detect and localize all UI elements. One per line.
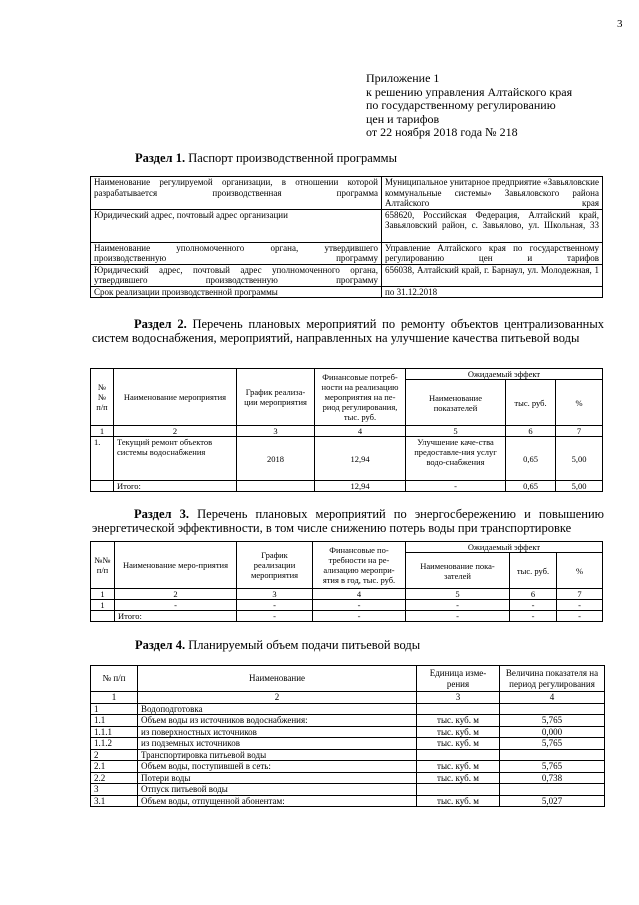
cell-name: Потери воды [138, 772, 417, 784]
col-number: 7 [557, 589, 603, 600]
cell-value: 5,765 [500, 715, 605, 727]
section1-heading [135, 151, 397, 165]
header-effect: Ожидаемый эффект [406, 542, 603, 553]
header-num: № п/п [91, 666, 138, 692]
header-name: Наименование мероприятия [114, 369, 237, 426]
section2-heading [92, 317, 604, 345]
table-row [91, 738, 605, 750]
cell-num: 3.1 [91, 795, 138, 807]
table-row [91, 264, 603, 286]
table-row [91, 749, 605, 761]
total-finance: 12,94 [315, 481, 406, 492]
col-number: 1 [91, 692, 138, 704]
section3-title: Перечень плановых мероприятий по энергосбережению и повышению энергетической эффективности, в том числе снижению потерь воды при транспортировке [92, 507, 605, 535]
cell-name: Отпуск питьевой воды [138, 784, 417, 796]
cell-unit: тыс. куб. м [417, 795, 500, 807]
column-numbers-row [91, 589, 603, 600]
table-cell: 658620, Российская Федерация, Алтайский край, Завьяловский район, с. Завьялово, ул. Школьная, 33 [382, 209, 603, 242]
total-schedule: - [237, 611, 313, 622]
cell-name: Текущий ремонт объектов системы водоснабжения [114, 437, 237, 481]
header-effect: Ожидаемый эффект [406, 369, 603, 380]
col-number: 4 [315, 426, 406, 437]
total-thous: 0,65 [506, 481, 556, 492]
header-num: №№ п/п [91, 542, 115, 589]
header-unit: Единица изме-рения [417, 666, 500, 692]
appendix-line: Приложение 1 [366, 71, 440, 85]
table-cell: Юридический адрес, почтовый адрес уполномоченного органа, утвердившего производственную программу [91, 264, 382, 286]
cell-value: 5,027 [500, 795, 605, 807]
cell-num: 2.1 [91, 761, 138, 773]
table-row [91, 784, 605, 796]
header-pct: % [556, 380, 603, 426]
total-indicator: - [406, 611, 510, 622]
col-number: 5 [406, 589, 510, 600]
total-thous: - [510, 611, 557, 622]
section2-table [90, 368, 603, 492]
header-name: Наименование меро-приятия [115, 542, 237, 589]
table-row [91, 715, 605, 727]
col-number: 3 [237, 589, 313, 600]
cell-unit: тыс. куб. м [417, 726, 500, 738]
total-pct: 5,00 [556, 481, 603, 492]
cell-schedule: - [237, 600, 313, 611]
col-number: 3 [417, 692, 500, 704]
total-row [91, 611, 603, 622]
total-row [91, 481, 603, 492]
cell-name: Объем воды, поступившей в сеть: [138, 761, 417, 773]
cell-unit [417, 703, 500, 715]
section1-table [90, 176, 603, 298]
header-thous: тыс. руб. [510, 553, 557, 589]
table-header-row [91, 542, 603, 553]
total-label: Итого: [114, 481, 237, 492]
col-number: 5 [406, 426, 506, 437]
header-finance: Финансовые потреб-ности на реализацию мероприятия на пе-риод регулирования, тыс. руб. [315, 369, 406, 426]
col-number: 2 [138, 692, 417, 704]
col-number: 2 [114, 426, 237, 437]
header-name: Наименование [138, 666, 417, 692]
table-row [91, 209, 603, 242]
section3-heading [92, 507, 604, 535]
header-pct: % [557, 553, 603, 589]
cell-num: 2.2 [91, 772, 138, 784]
appendix-block [366, 72, 572, 140]
header-indicator: Наименование показателей [406, 380, 506, 426]
total-indicator: - [406, 481, 506, 492]
cell-finance: 12,94 [315, 437, 406, 481]
cell-unit: тыс. куб. м [417, 761, 500, 773]
col-number: 6 [506, 426, 556, 437]
table-row [91, 761, 605, 773]
table-row [91, 772, 605, 784]
cell-unit [417, 784, 500, 796]
table-row [91, 286, 603, 298]
section2-number: Раздел 2. [134, 317, 187, 331]
appendix-line: к решению управления Алтайского края [366, 84, 573, 99]
header-value: Величина показателя на период регулирования [500, 666, 605, 692]
section1-number: Раздел 1. [135, 151, 186, 165]
cell-empty [91, 481, 114, 492]
cell-name: Транспортировка питьевой воды [138, 749, 417, 761]
page-number: 3 [617, 18, 623, 30]
header-schedule: График реализации мероприятия [237, 542, 313, 589]
cell-unit [417, 749, 500, 761]
section1-title: Паспорт производственной программы [188, 151, 397, 165]
table-cell: Срок реализации производственной программы [91, 286, 382, 298]
col-number: 3 [237, 426, 315, 437]
table-cell: 656038, Алтайский край, г. Барнаул, ул. Молодежная, 1 [382, 264, 603, 286]
cell-name: Объем воды, отпущенной абонентам: [138, 795, 417, 807]
cell-num: 1 [91, 703, 138, 715]
cell-unit: тыс. куб. м [417, 715, 500, 727]
cell-empty [237, 481, 315, 492]
table-cell: Наименование регулируемой организации, в отношении которой разрабатывается производственная программа [91, 177, 382, 210]
cell-name: из поверхностных источников [138, 726, 417, 738]
table-row [91, 242, 603, 264]
column-numbers-row [91, 692, 605, 704]
header-indicator: Наименование пока-зателей [406, 553, 510, 589]
cell-name: из подземных источников [138, 738, 417, 750]
table-header-row [91, 369, 603, 380]
column-numbers-row [91, 426, 603, 437]
table-cell: по 31.12.2018 [382, 286, 603, 298]
table-header-row [91, 666, 605, 692]
table-row [91, 795, 605, 807]
table-row [91, 437, 603, 481]
cell-schedule: 2018 [237, 437, 315, 481]
table-cell: Управление Алтайского края по государственному регулированию цен и тарифов [382, 242, 603, 264]
col-number: 1 [91, 589, 115, 600]
table-row [91, 703, 605, 715]
cell-name: Объем воды из источников водоснабжения: [138, 715, 417, 727]
cell-num: 3 [91, 784, 138, 796]
section4-title: Планируемый объем подачи питьевой воды [188, 638, 421, 652]
cell-value [500, 703, 605, 715]
cell-thous: 0,65 [506, 437, 556, 481]
appendix-line: по государственному регулированию [366, 98, 556, 112]
cell-pct: 5,00 [556, 437, 603, 481]
cell-num: 2 [91, 749, 138, 761]
header-finance: Финансовые по-требности на ре-ализацию меропри-ятия в год, тыс. руб. [313, 542, 406, 589]
cell-value: 5,765 [500, 738, 605, 750]
section4-number: Раздел 4. [135, 638, 186, 652]
section3-number: Раздел 3. [134, 507, 190, 521]
table-row [91, 726, 605, 738]
table-cell: Юридический адрес, почтовый адрес организации [91, 209, 382, 242]
total-pct: - [557, 611, 603, 622]
cell-value: 5,765 [500, 761, 605, 773]
cell-num: 1.1 [91, 715, 138, 727]
col-number: 1 [91, 426, 114, 437]
total-label: Итого: [115, 611, 237, 622]
cell-num: 1.1.1 [91, 726, 138, 738]
col-number: 7 [556, 426, 603, 437]
col-number: 4 [313, 589, 406, 600]
table-row [91, 600, 603, 611]
cell-value: 0,000 [500, 726, 605, 738]
cell-pct: - [557, 600, 603, 611]
col-number: 2 [115, 589, 237, 600]
header-schedule: График реализа-ции мероприятия [237, 369, 315, 426]
cell-value [500, 749, 605, 761]
cell-name: - [115, 600, 237, 611]
cell-value [500, 784, 605, 796]
header-thous: тыс. руб. [506, 380, 556, 426]
header-num: №№ п/п [91, 369, 114, 426]
table-cell: Наименование уполномоченного органа, утвердившего производственную программу [91, 242, 382, 264]
cell-value: 0,738 [500, 772, 605, 784]
section2-title: Перечень плановых мероприятий по ремонту объектов централизованных систем водоснабжения, мероприятий, направленных на улучшение качества питьевой воды [92, 317, 604, 345]
cell-num: 1 [91, 600, 115, 611]
cell-num: 1.1.2 [91, 738, 138, 750]
section4-heading [135, 638, 420, 652]
total-finance: - [313, 611, 406, 622]
table-cell: Муниципальное унитарное предприятие «Завьяловские коммунальные системы» Завьяловского района Алтайского края [382, 177, 603, 210]
section3-table [90, 541, 603, 622]
cell-name: Водоподготовка [138, 703, 417, 715]
cell-unit: тыс. куб. м [417, 738, 500, 750]
section4-table [90, 665, 605, 807]
cell-finance: - [313, 600, 406, 611]
appendix-line: от 22 ноября 2018 года № 218 [366, 125, 518, 139]
cell-num: 1. [91, 437, 114, 481]
cell-indicator: Улучшение каче-ства предоставле-ния услуг водо-снабжения [406, 437, 506, 481]
cell-indicator: - [406, 600, 510, 611]
cell-unit: тыс. куб. м [417, 772, 500, 784]
table-row [91, 177, 603, 210]
appendix-line: цен и тарифов [366, 111, 440, 126]
col-number: 6 [510, 589, 557, 600]
cell-empty [91, 611, 115, 622]
col-number: 4 [500, 692, 605, 704]
cell-thous: - [510, 600, 557, 611]
